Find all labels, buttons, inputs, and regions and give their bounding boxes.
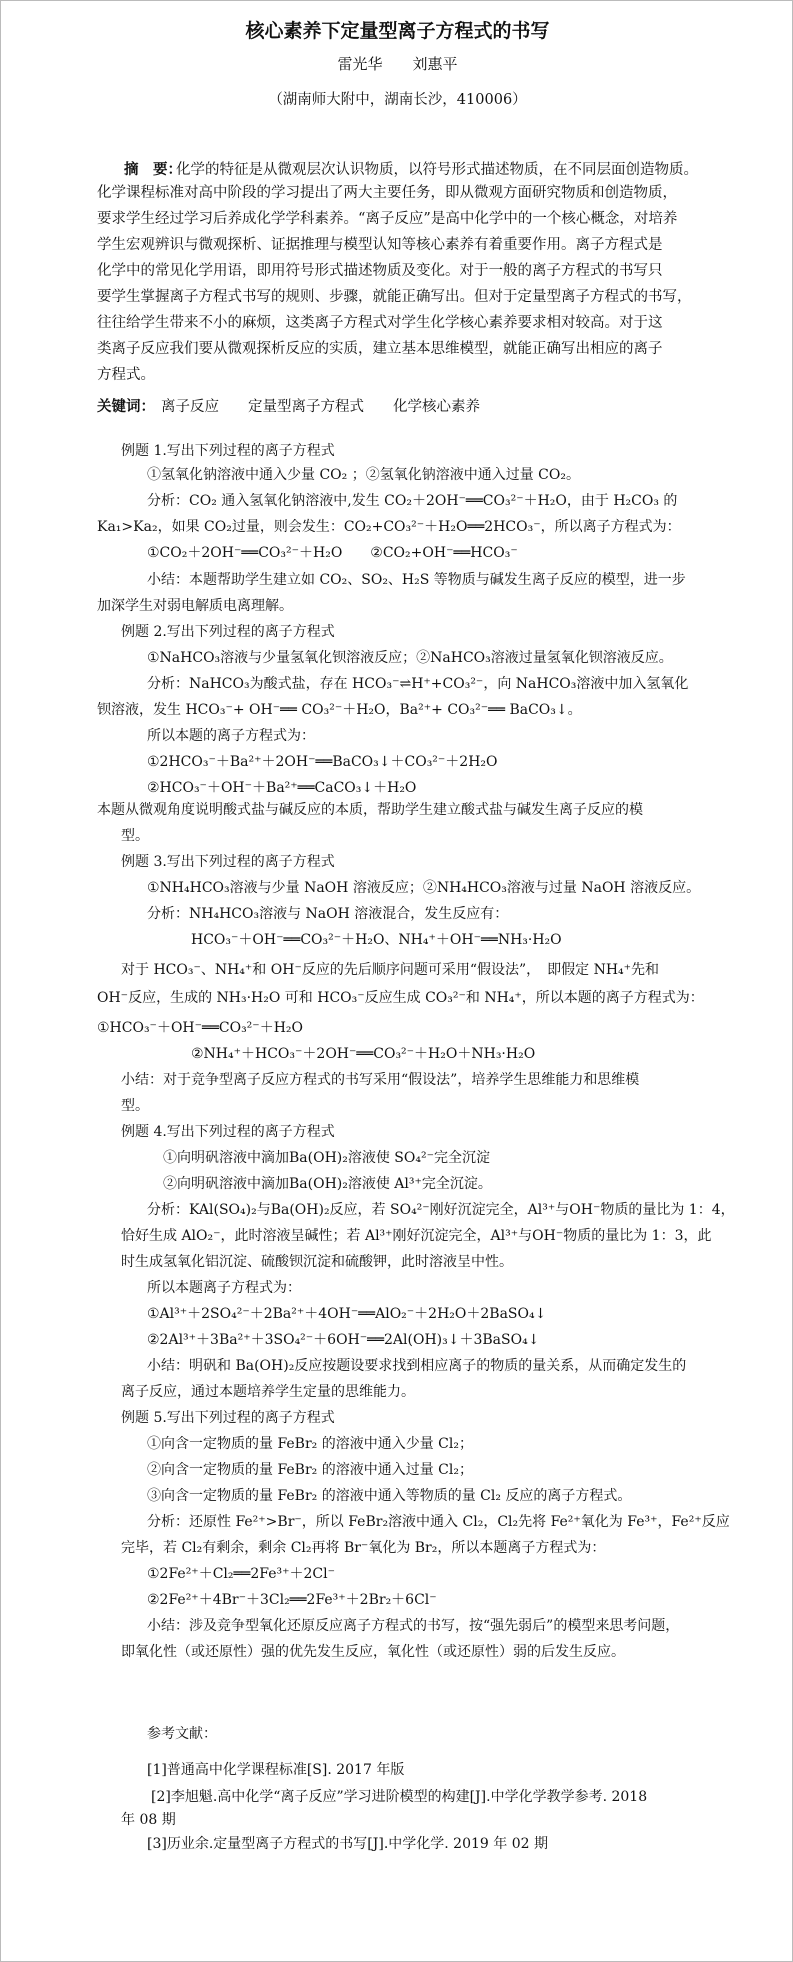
body-line: 小结：对于竞争型离子反应方程式的书写采用“假设法”，培养学生思维能力和思维模 bbox=[121, 1072, 640, 1088]
body-line: 分析：NH₄HCO₃溶液与 NaOH 溶液混合，发生反应有： bbox=[147, 906, 509, 922]
body-line: 钡溶液，发生 HCO₃⁻+ OH⁻══ CO₃²⁻＋H₂O，Ba²⁺+ CO₃²⁻══ BaCO₃↓。 bbox=[97, 702, 582, 718]
body-line: ③向含一定物质的量 FeBr₂ 的溶液中通入等物质的量 Cl₂ 反应的离子方程式。 bbox=[147, 1488, 632, 1504]
body-line: 加深学生对弱电解质电离理解。 bbox=[97, 598, 293, 614]
body-line: 本题从微观角度说明酸式盐与碱反应的本质，帮助学生建立酸式盐与碱发生离子反应的模 bbox=[97, 802, 643, 818]
body-line: 小结：涉及竞争型氧化还原反应离子方程式的书写，按“强先弱后”的模型来思考问题， bbox=[147, 1618, 680, 1634]
abstract-line: 要学生掌握离子方程式书写的规则、步骤，就能正确写出。但对于定量型离子方程式的书写， bbox=[97, 289, 692, 305]
equation-line: ②2Al³⁺＋3Ba²⁺＋3SO₄²⁻＋6OH⁻══2Al(OH)₃↓＋3BaSO₄↓ bbox=[147, 1332, 540, 1348]
equation-line: ①HCO₃⁻＋OH⁻══CO₃²⁻＋H₂O bbox=[97, 1020, 303, 1036]
equation-line: ①2HCO₃⁻＋Ba²⁺＋2OH⁻══BaCO₃↓＋CO₃²⁻＋2H₂O bbox=[147, 754, 498, 770]
equation-line: HCO₃⁻＋OH⁻══CO₃²⁻＋H₂O、NH₄⁺＋OH⁻══NH₃·H₂O bbox=[191, 932, 562, 948]
paper-authors: 雷光华 刘惠平 bbox=[337, 55, 458, 73]
body-line: 小结：明矾和 Ba(OH)₂反应按题设要求找到相应离子的物质的量关系，从而确定发生的 bbox=[147, 1358, 687, 1374]
body-line: ①NaHCO₃溶液与少量氢氧化钡溶液反应；②NaHCO₃溶液过量氢氧化钡溶液反应。 bbox=[147, 650, 673, 666]
abstract-line: 化学课程标准对高中阶段的学习提出了两大主要任务，即从微观方面研究物质和创造物质， bbox=[97, 185, 677, 201]
keywords-label: 关键词： bbox=[97, 398, 155, 415]
body-line: ①氢氧化钠溶液中通入少量 CO₂ ；②氢氧化钠溶液中通入过量 CO₂。 bbox=[147, 467, 580, 483]
body-line: OH⁻反应，生成的 NH₃·H₂O 可和 HCO₃⁻反应生成 CO₃²⁻和 NH₄⁺，所以本题的离子方程式为： bbox=[97, 990, 704, 1006]
equation-line: ②2Fe²⁺＋4Br⁻＋3Cl₂══2Fe³⁺＋2Br₂＋6Cl⁻ bbox=[147, 1592, 437, 1608]
body-line: 所以本题离子方程式为： bbox=[147, 1280, 301, 1296]
body-line: 恰好生成 AlO₂⁻，此时溶液呈碱性；若 Al³⁺刚好沉淀完全，Al³⁺与OH⁻物质的量比为 1：3，此 bbox=[121, 1228, 712, 1244]
example-heading: 例题 1.写出下列过程的离子方程式 bbox=[121, 443, 335, 459]
body-line: 所以本题的离子方程式为： bbox=[147, 728, 315, 744]
equation-line: ①CO₂＋2OH⁻══CO₃²⁻＋H₂O ②CO₂+OH⁻══HCO₃⁻ bbox=[147, 545, 518, 561]
reference-item: 年 08 期 bbox=[121, 1812, 176, 1828]
reference-item: [1]普通高中化学课程标准[S]. 2017 年版 bbox=[147, 1762, 405, 1778]
body-line: 型。 bbox=[121, 1098, 149, 1114]
body-line: 分析：NaHCO₃为酸式盐，存在 HCO₃⁻⇌H⁺+CO₃²⁻，向 NaHCO₃溶液中加入氢氧化 bbox=[147, 676, 689, 692]
abstract-line: 方程式。 bbox=[97, 367, 155, 383]
abstract-line: 往往给学生带来不小的麻烦，这类离子方程式对学生化学核心素养要求相对较高。对于这 bbox=[97, 315, 663, 331]
body-line: 分析：KAl(SO₄)₂与Ba(OH)₂反应，若 SO₄²⁻刚好沉淀完全，Al³⁺与OH⁻物质的量比为 1：4， bbox=[147, 1202, 735, 1218]
abstract-line: 类离子反应我们要从微观探析反应的实质，建立基本思维模型，就能正确写出相应的离子 bbox=[97, 341, 663, 357]
abstract-line: 要求学生经过学习后养成化学学科素养。“离子反应”是高中化学中的一个核心概念，对培养 bbox=[97, 211, 678, 227]
body-line: 完毕，若 Cl₂有剩余，剩余 Cl₂再将 Br⁻氧化为 Br₂，所以本题离子方程式为： bbox=[121, 1540, 606, 1556]
body-line: ①向含一定物质的量 FeBr₂ 的溶液中通入少量 Cl₂； bbox=[147, 1436, 473, 1452]
body-line: 离子反应，通过本题培养学生定量的思维能力。 bbox=[121, 1384, 415, 1400]
body-line: ①NH₄HCO₃溶液与少量 NaOH 溶液反应；②NH₄HCO₃溶液与过量 NaOH 溶液反应。 bbox=[147, 880, 701, 896]
body-line: 即氧化性（或还原性）强的优先发生反应，氧化性（或还原性）弱的后发生反应。 bbox=[121, 1644, 625, 1660]
paper-title: 核心素养下定量型离子方程式的书写 bbox=[245, 20, 550, 42]
body-line: ②向含一定物质的量 FeBr₂ 的溶液中通入过量 Cl₂； bbox=[147, 1462, 473, 1478]
body-line: ①向明矾溶液中滴加Ba(OH)₂溶液使 SO₄²⁻完全沉淀 bbox=[163, 1150, 490, 1166]
example-heading: 例题 4.写出下列过程的离子方程式 bbox=[121, 1124, 335, 1140]
body-line: 对于 HCO₃⁻、NH₄⁺和 OH⁻反应的先后顺序问题可采用“假设法”， 即假定 NH₄⁺先和 bbox=[121, 962, 660, 978]
body-line: ②向明矾溶液中滴加Ba(OH)₂溶液使 Al³⁺完全沉淀。 bbox=[163, 1176, 492, 1192]
paper-affiliation: （湖南师大附中，湖南长沙，410006） bbox=[268, 92, 527, 108]
body-line: 分析：CO₂ 通入氢氧化钠溶液中,发生 CO₂＋2OH⁻══CO₃²⁻＋H₂O，由于 H₂CO₃ 的 bbox=[147, 493, 678, 509]
equation-line: ①2Fe²⁺＋Cl₂══2Fe³⁺＋2Cl⁻ bbox=[147, 1566, 335, 1582]
references-heading: 参考文献： bbox=[147, 1726, 217, 1742]
body-line: 型。 bbox=[121, 828, 149, 844]
example-heading: 例题 5.写出下列过程的离子方程式 bbox=[121, 1410, 335, 1426]
abstract-line: 化学中的常见化学用语，即用符号形式描述物质及变化。对于一般的离子方程式的书写只 bbox=[97, 263, 663, 279]
reference-item: [3]历业余.定量型离子方程式的书写[J].中学化学. 2019 年 02 期 bbox=[147, 1836, 548, 1852]
body-line: Ka₁>Ka₂，如果 CO₂过量，则会发生：CO₂+CO₃²⁻＋H₂O══2HCO₃⁻，所以离子方程式为： bbox=[97, 519, 681, 535]
equation-line: ②NH₄⁺＋HCO₃⁻＋2OH⁻══CO₃²⁻＋H₂O＋NH₃·H₂O bbox=[191, 1046, 536, 1062]
abstract-label: 摘 要： bbox=[124, 161, 182, 178]
equation-line: ②HCO₃⁻＋OH⁻＋Ba²⁺══CaCO₃↓＋H₂O bbox=[147, 780, 417, 796]
body-line: 小结：本题帮助学生建立如 CO₂、SO₂、H₂S 等物质与碱发生离子反应的模型，进一步 bbox=[147, 572, 686, 588]
example-heading: 例题 3.写出下列过程的离子方程式 bbox=[121, 854, 335, 870]
abstract-line: 学生宏观辨识与微观探析、证据推理与模型认知等核心素养有着重要作用。离子方程式是 bbox=[97, 237, 663, 253]
keywords: 离子反应 定量型离子方程式 化学核心素养 bbox=[161, 399, 480, 415]
body-line: 分析：还原性 Fe²⁺>Br⁻，所以 FeBr₂溶液中通入 Cl₂，Cl₂先将 Fe²⁺氧化为 Fe³⁺，Fe²⁺反应 bbox=[147, 1514, 730, 1530]
reference-item: [2]李旭魁.高中化学“离子反应”学习进阶模型的构建[J].中学化学教学参考. 2018 bbox=[151, 1789, 648, 1805]
abstract-line: 化学的特征是从微观层次认识物质，以符号形式描述物质，在不同层面创造物质。 bbox=[176, 162, 698, 178]
body-line: 时生成氢氧化铝沉淀、硫酸钡沉淀和硫酸钾，此时溶液呈中性。 bbox=[121, 1254, 513, 1270]
example-heading: 例题 2.写出下列过程的离子方程式 bbox=[121, 624, 335, 640]
equation-line: ①Al³⁺＋2SO₄²⁻＋2Ba²⁺＋4OH⁻══AlO₂⁻＋2H₂O＋2BaSO₄↓ bbox=[147, 1306, 547, 1322]
